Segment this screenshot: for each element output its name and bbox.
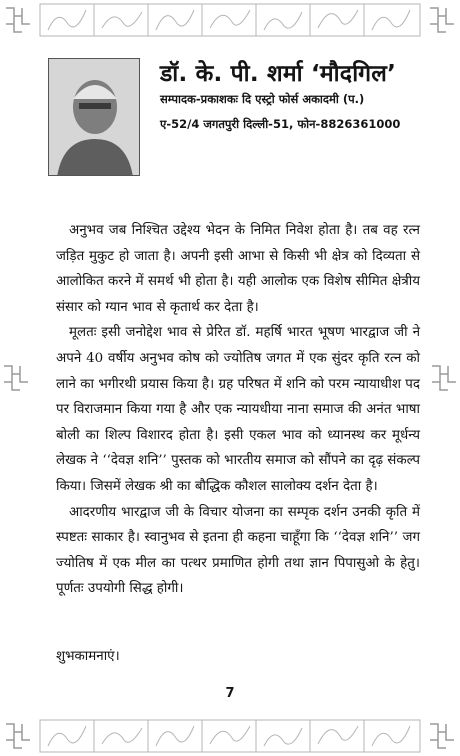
closing-greeting: शुभकामनाएं। — [56, 649, 120, 664]
paragraph: अनुभव जब निश्चित उद्देश्य भेदन के निमित निवेश होता है। तब वह रत्न जड़ित मुकुट हो जाता है। अपनी इसी आभा से किसी भी क्षेत्र को दिव्यता से आलोकित करने में समर्थ भी होता है। यही आलोक एक विशेष सीमित क्षेत्रीय संसार को ग्यान भाव से कृतार्थ कर देता है। — [56, 223, 420, 315]
paragraph: आदरणीय भारद्वाज जी के विचार योजना का सम्पृक दर्शन उनकी कृति में स्पष्टतः साकार है। स्वानुभव से इतना ही कहना चाहूँगा कि ‘‘देवज्ञ शनि’’ जग ज्योतिष में एक मील का पत्थर प्रमाणित होगी तथा ज्ञान पिपासुओ के हेतु। पूर्णतः उपयोगी सिद्ध होगी। — [56, 504, 420, 597]
author-name: डॉ. के. पी. शर्मा ‘मौदगिल’ — [160, 61, 397, 87]
author-photo — [48, 58, 140, 176]
bottom-decorative-border — [0, 716, 460, 756]
author-address: ए-52/4 जगतपुरी दिल्ली-51, फोन-8826361000 — [160, 117, 401, 131]
body-text — [56, 218, 420, 602]
author-designation: सम्पादक-प्रकाशकः दि एस्ट्रो फोर्स अकादमी (प.) — [160, 92, 365, 106]
top-decorative-border — [0, 0, 460, 40]
paragraph: मूलतः इसी जनोद्देश भाव से प्रेरित डॉ. महर्षि भारत भूषण भारद्वाज जी ने अपने 40 वर्षीय अनुभव कोष को ज्योतिष जगत में एक सुंदर कृति रत्न को लाने का भगीरथी प्रयास किया है। ग्रह परिषत में शनि को परम न्यायाधीश पद पर विराजमान किया गया है और एक न्यायधीया नाना समाज की अनंत भाषा बोली का शिल्प विशारद होता है। इसी एकल भाव को ध्यानस्थ कर मूर्धन्य लेखक ने ‘‘देवज्ञ शनि’’ पुस्तक को भारतीय समाज को सौंपने का दृढ़ संकल्प किया। जिसमें लेखक श्री का बौद्धिक कौशल सालोक्य दर्शन देता है। — [56, 325, 420, 494]
page-number: 7 — [225, 686, 235, 701]
